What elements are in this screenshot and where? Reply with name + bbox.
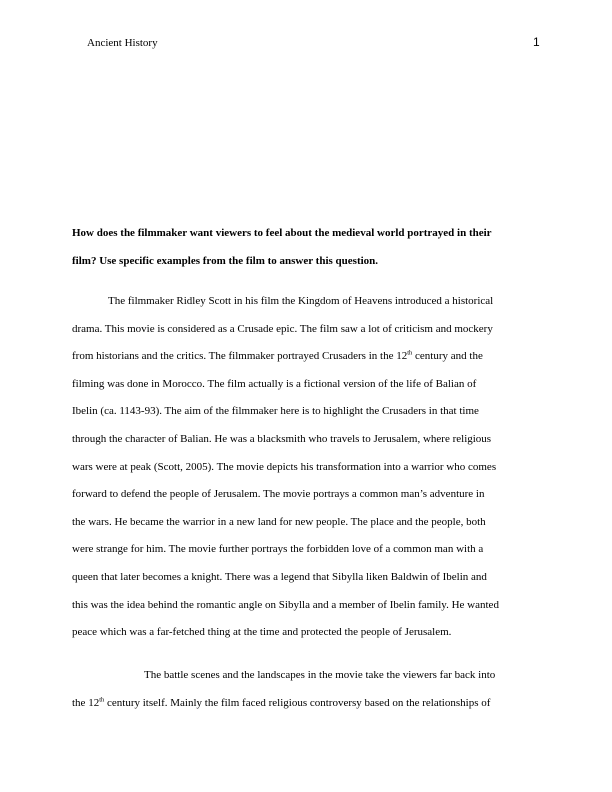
paragraph-line: queen that later becomes a knight. There was a legend that Sibylla liken Baldwin of Ibelin and [72,570,487,583]
essay-question [72,220,542,275]
paragraph-line: this was the idea behind the romantic angle on Sibylla and a member of Ibelin family. He wanted [72,598,499,611]
paragraph-line: filming was done in Morocco. The film actually is a fictional version of the life of Balian of [72,377,477,390]
paragraph-line [72,343,542,371]
line-text: from historians and the critics. The filmmaker portrayed Crusaders in the 12 [72,350,408,363]
ordinal-suffix: th [99,695,105,703]
ordinal-suffix: th [407,349,413,357]
line-text: century and the [412,350,483,363]
paragraph-line [72,690,542,718]
paragraph-line: Ibelin (ca. 1143-93). The aim of the filmmaker here is to highlight the Crusaders in that time [72,405,479,418]
page-number: 1 [533,35,540,49]
paragraph-2 [72,662,542,717]
paragraph-line: The filmmaker Ridley Scott in his film the Kingdom of Heavens introduced a historical [108,295,494,307]
paragraph-line: the wars. He became the warrior in a new land for new people. The place and the people, both [72,515,486,528]
paragraph-line: peace which was a far-fetched thing at the time and protected the people of Jerusalem. [72,626,452,639]
paragraph-line: The battle scenes and the landscapes in the movie take the viewers far back into [144,669,496,681]
paragraph-line: wars were at peak (Scott, 2005). The movie depicts his transformation into a warrior who comes [72,460,497,473]
paragraph-1 [72,288,542,647]
paragraph-line: were strange for him. The movie further portrays the forbidden love of a common man with a [72,543,484,556]
question-line: How does the filmmaker want viewers to feel about the medieval world portrayed in their [72,227,492,239]
paragraph-line: forward to defend the people of Jerusalem. The movie portrays a common man’s adventure in [72,488,485,501]
question-line: film? Use specific examples from the film to answer this question. [72,254,379,267]
line-text: the 12 [72,696,100,709]
running-head: Ancient History [87,37,158,49]
paragraph-line: through the character of Balian. He was a blacksmith who travels to Jerusalem, where religious [72,432,492,445]
line-text: century itself. Mainly the film faced religious controversy based on the relationships of [104,696,491,709]
paragraph-line: drama. This movie is considered as a Crusade epic. The film saw a lot of criticism and mockery [72,322,493,335]
